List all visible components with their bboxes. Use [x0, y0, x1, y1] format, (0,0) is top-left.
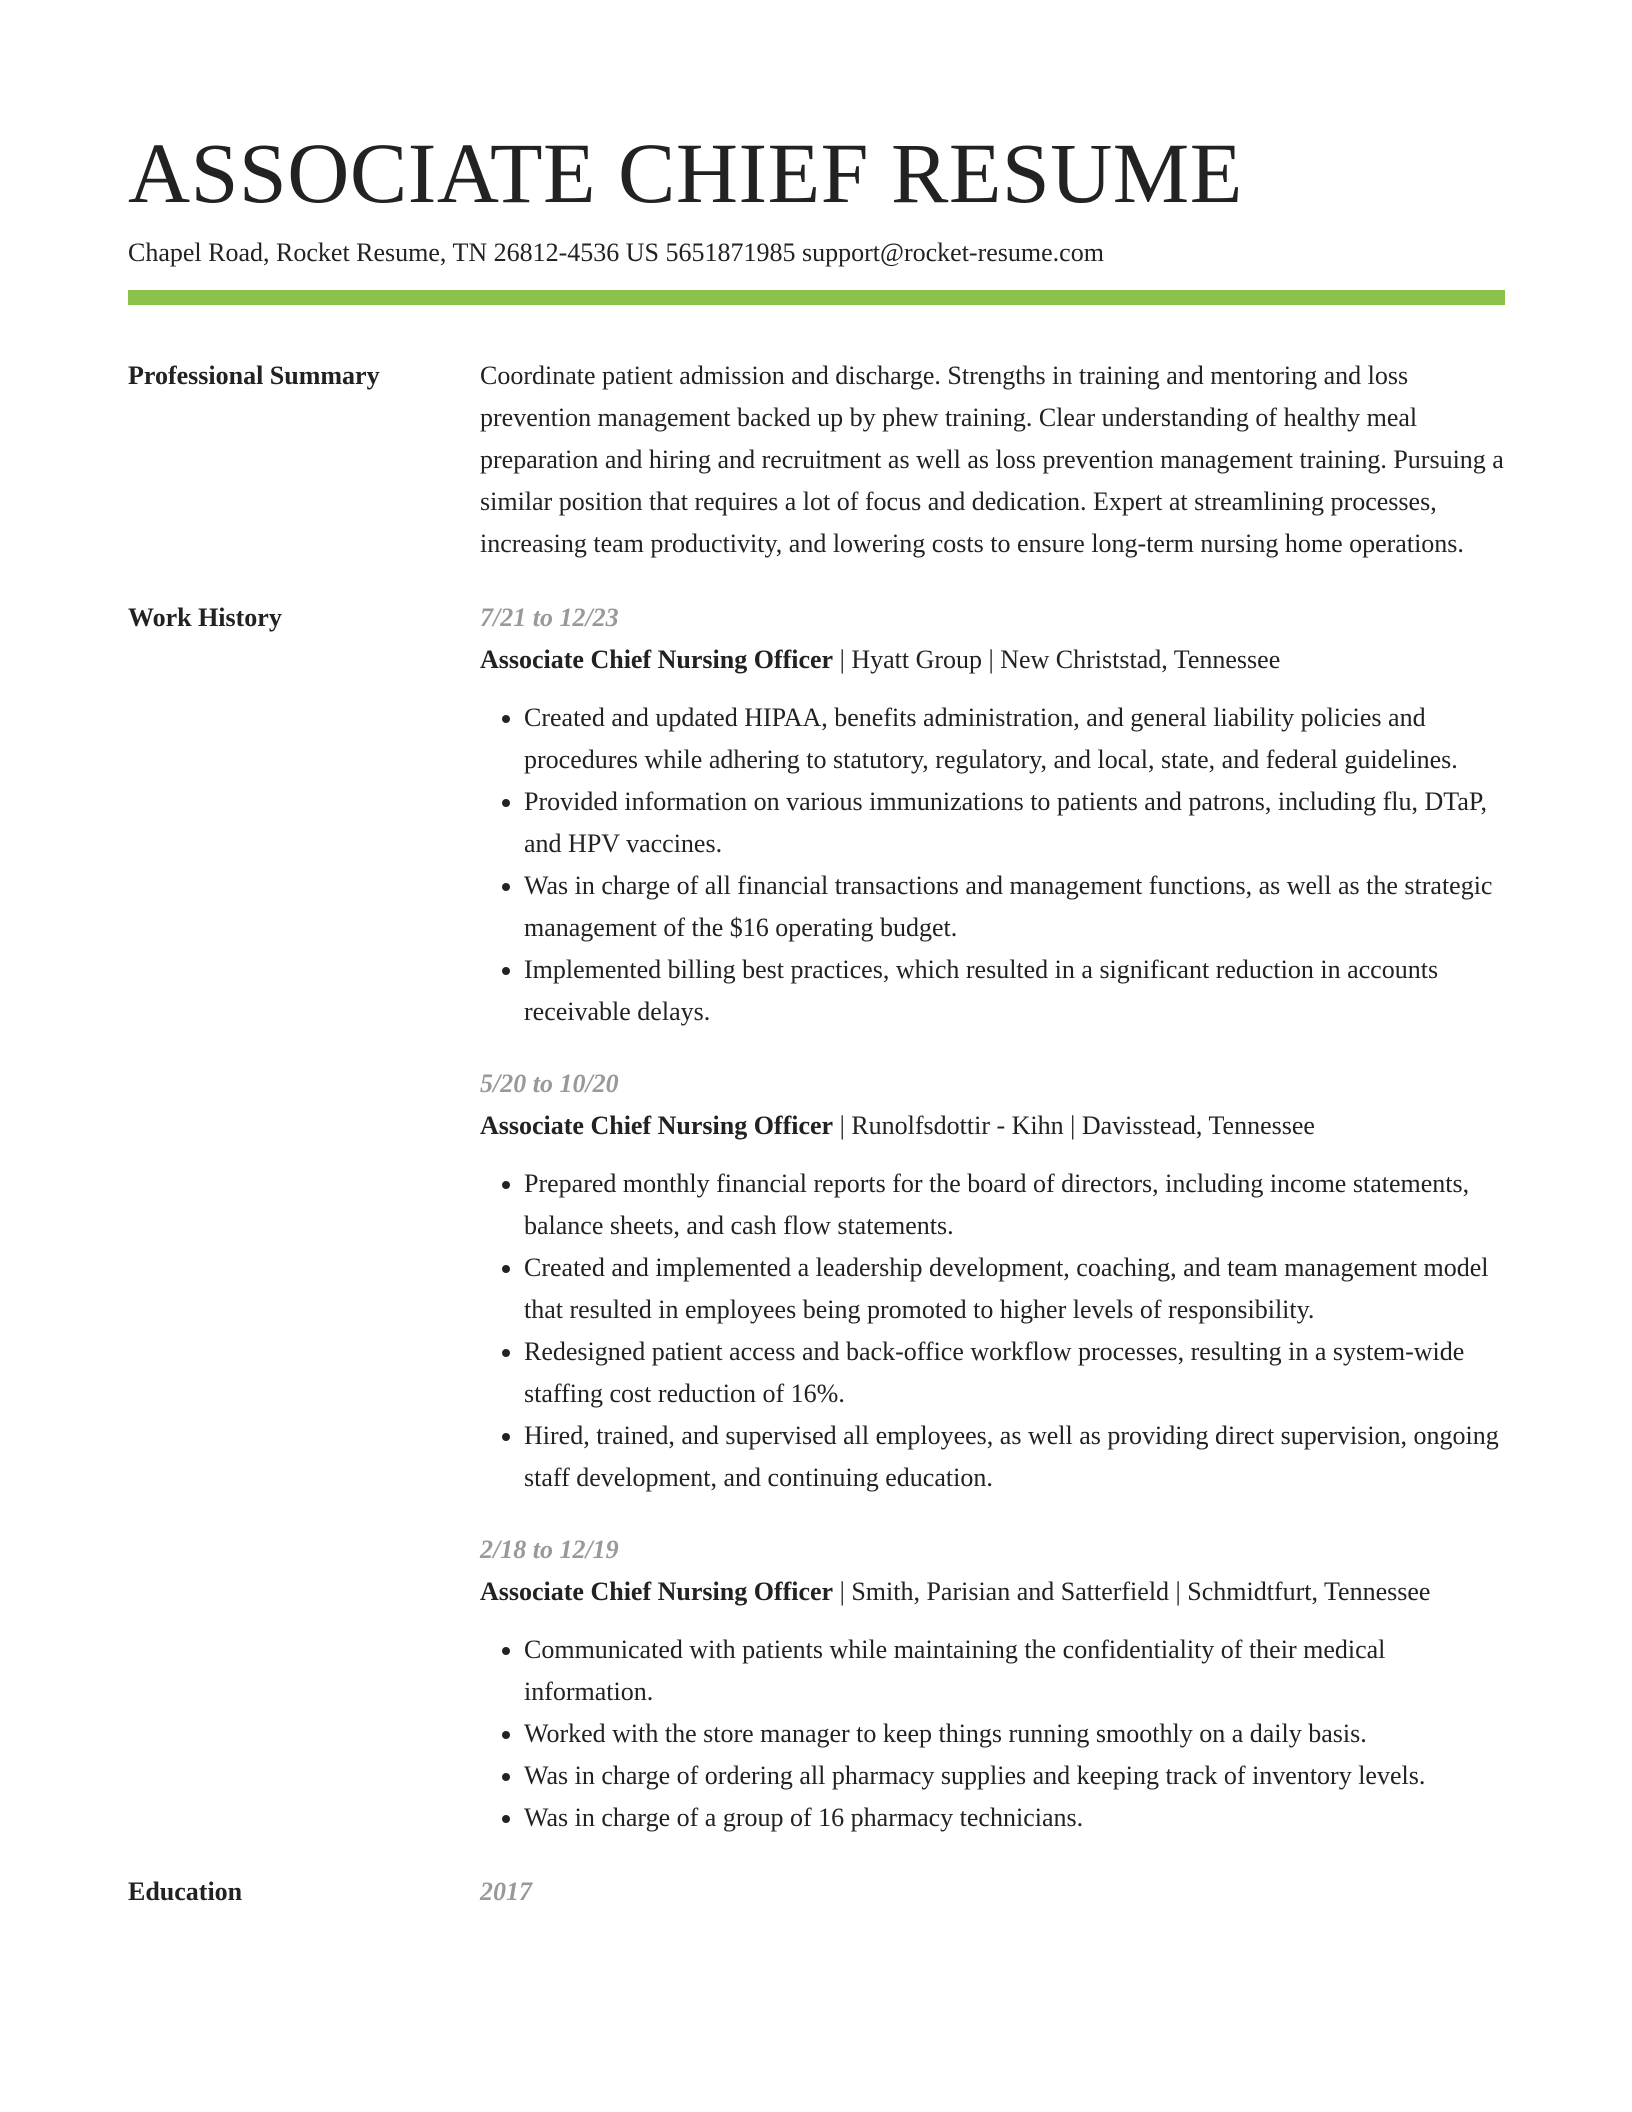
work-history-section: [128, 597, 1505, 1839]
job-bullets: [480, 697, 1505, 1033]
summary-text: Coordinate patient admission and discharge. Strengths in training and mentoring and loss prevention management backed up by phew training. Clear understanding of healthy meal preparation and hiring and recruitment as well as loss prevention management training. Pursuing a similar position that requires a lot of focus and dedication. Expert at streamlining processes, increasing team productivity, and lowering costs to ensure long-term nursing home operations.: [480, 361, 1504, 558]
job-bullet: • Worked with the store manager to keep things running smoothly on a daily basis.: [524, 1713, 1505, 1755]
education-section: [128, 1871, 1505, 1913]
summary-label: Professional Summary: [128, 361, 380, 390]
job-title: Associate Chief Nursing Officer: [480, 1577, 834, 1606]
job-entry: [480, 1063, 1505, 1499]
job-bullet: • Implemented billing best practices, which resulted in a significant reduction in accounts receivable delays.: [524, 949, 1505, 1033]
job-heading: [480, 1571, 1505, 1613]
job-bullet: • Redesigned patient access and back-office workflow processes, resulting in a system-wide staffing cost reduction of 16%.: [524, 1331, 1505, 1415]
job-dates: 5/20 to 10/20: [480, 1069, 619, 1098]
job-heading: [480, 639, 1505, 681]
summary-section: [128, 355, 1505, 565]
job-details: | Runolfsdottir - Kihn | Davisstead, Tennessee: [833, 1111, 1315, 1140]
job-bullet: • Created and implemented a leadership development, coaching, and team management model that resulted in employees being promoted to higher levels of responsibility.: [524, 1247, 1505, 1331]
work-history-label: Work History: [128, 603, 282, 632]
resume-page: [128, 112, 1505, 1913]
job-dates: 7/21 to 12/23: [480, 603, 619, 632]
job-title: Associate Chief Nursing Officer: [480, 645, 834, 674]
job-details: | Smith, Parisian and Satterfield | Schmidtfurt, Tennessee: [833, 1577, 1431, 1606]
education-year: 2017: [480, 1877, 532, 1906]
job-bullets: [480, 1629, 1505, 1839]
job-bullet: • Communicated with patients while maintaining the confidentiality of their medical information.: [524, 1629, 1505, 1713]
job-title: Associate Chief Nursing Officer: [480, 1111, 834, 1140]
job-dates: 2/18 to 12/19: [480, 1535, 619, 1564]
job-details: | Hyatt Group | New Christstad, Tennessee: [833, 645, 1281, 674]
job-bullet: • Was in charge of all financial transactions and management functions, as well as the strategic management of the $16 operating budget.: [524, 865, 1505, 949]
header-divider: [128, 290, 1505, 305]
job-bullets: [480, 1163, 1505, 1499]
job-bullet: • Prepared monthly financial reports for the board of directors, including income statements, balance sheets, and cash flow statements.: [524, 1163, 1505, 1247]
job-bullet: • Provided information on various immunizations to patients and patrons, including flu, DTaP, and HPV vaccines.: [524, 781, 1505, 865]
education-label: Education: [128, 1877, 243, 1906]
job-bullet: • Was in charge of ordering all pharmacy supplies and keeping track of inventory levels.: [524, 1755, 1505, 1797]
resume-title: ASSOCIATE CHIEF RESUME: [128, 125, 1243, 221]
work-history-body: [480, 597, 1505, 1839]
job-entry: [480, 597, 1505, 1033]
job-bullet: • Was in charge of a group of 16 pharmacy technicians.: [524, 1797, 1505, 1839]
job-entry: [480, 1529, 1505, 1839]
job-heading: [480, 1105, 1505, 1147]
job-bullet: • Created and updated HIPAA, benefits administration, and general liability policies and procedures while adhering to statutory, regulatory, and local, state, and federal guidelines.: [524, 697, 1505, 781]
education-body: [480, 1871, 1505, 1913]
contact-line: Chapel Road, Rocket Resume, TN 26812-4536 US 5651871985 support@rocket-resume.com: [128, 238, 1104, 267]
job-bullet: • Hired, trained, and supervised all employees, as well as providing direct supervision, ongoing staff development, and continuing education.: [524, 1415, 1505, 1499]
